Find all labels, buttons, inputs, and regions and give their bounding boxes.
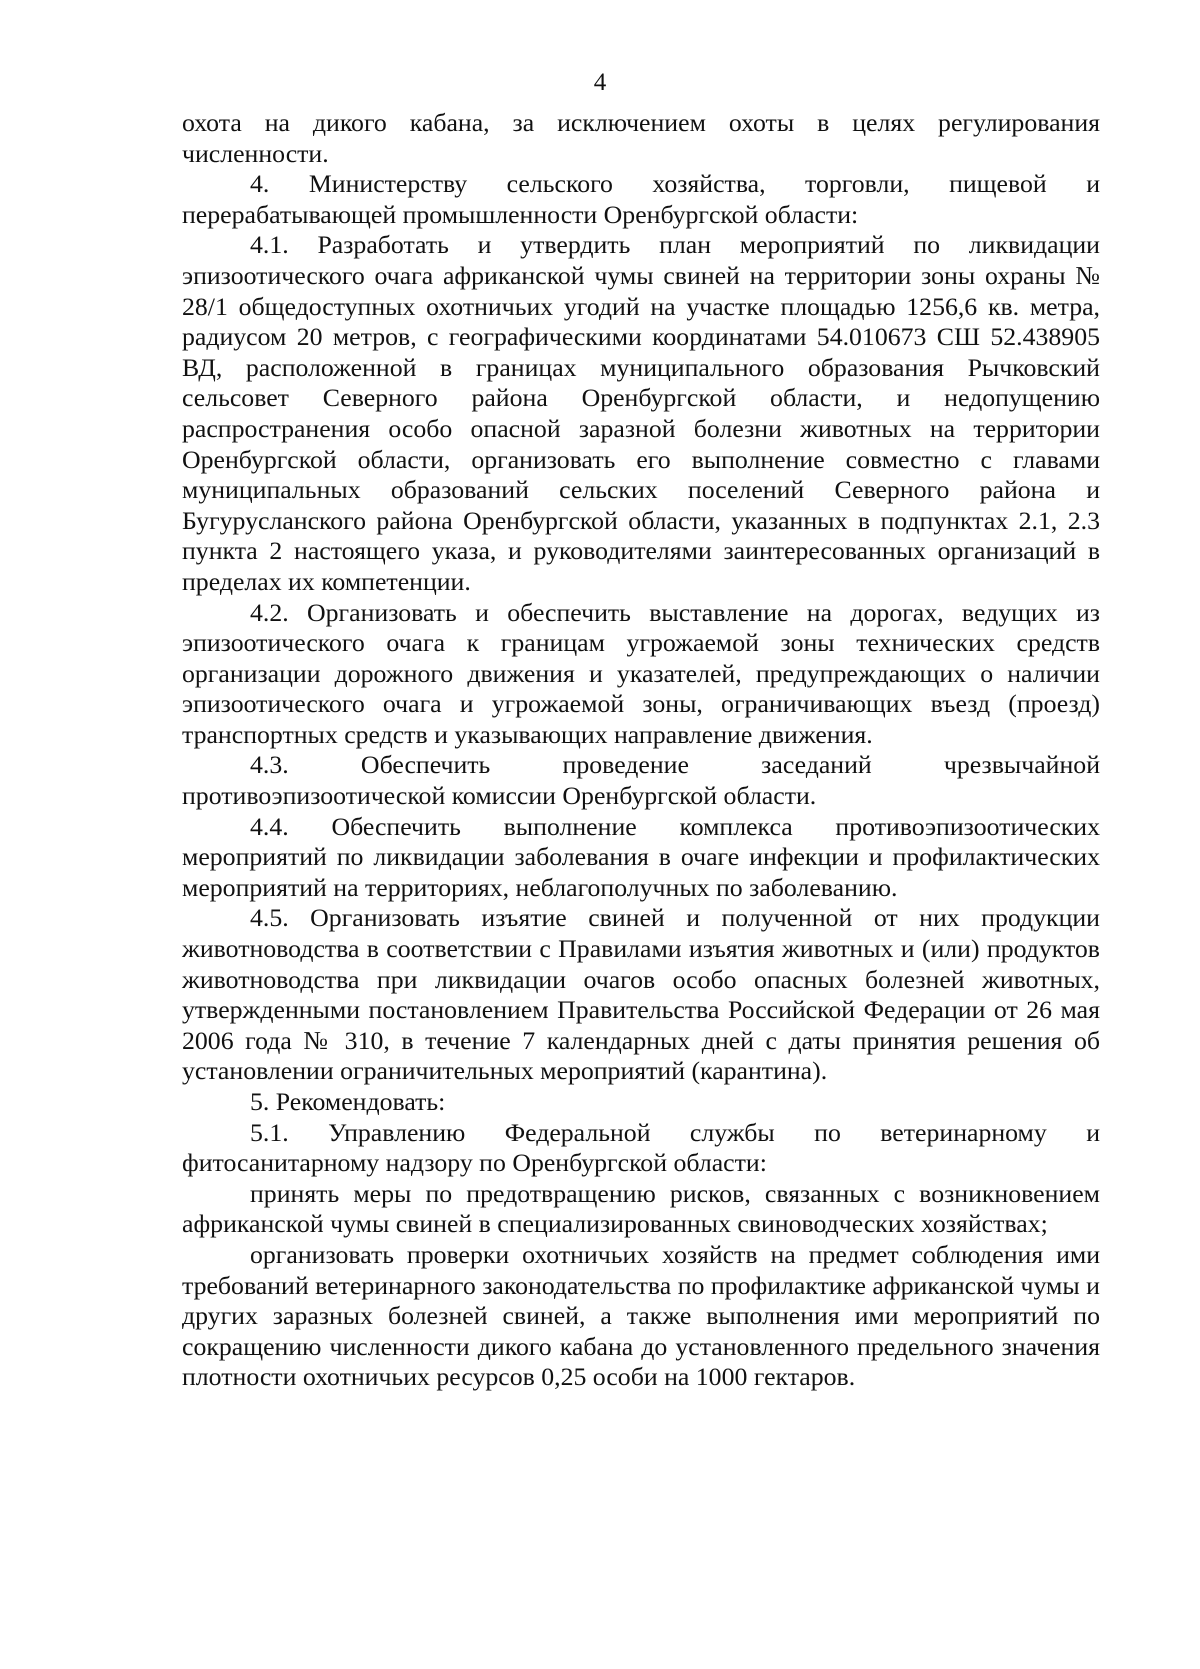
paragraph-continuation: охота на дикого кабана, за исключением охоты в целях регулирования численности. [182,108,1100,168]
paragraph-subitem-risks: принять меры по предотвращению рисков, связанных с возникновением африканской чумы свиней в специализированных свиноводческих хозяйствах; [182,1178,1100,1239]
paragraph-subitem-inspections: организовать проверки охотничьих хозяйств на предмет соблюдения ими требований ветеринарного законодательства по профилактике африканской чумы и других заразных болезней свиней, а также выполнения ими мероприятий по сокращению численности дикого кабана до установленного предельного значения плотности охотничьих ресурсов 0,25 особи на 1000 гектаров. [182,1239,1100,1392]
paragraph-item-4: 4. Министерству сельского хозяйства, торговли, пищевой и перерабатывающей промышленности Оренбургской области: [182,169,1100,229]
paragraph-item-4-1: 4.1. Разработать и утвердить план мероприятий по ликвидации эпизоотического очага африканской чумы свиней на территории зоны охраны № 28/1 общедоступных охотничьих угодий на участке площадью 1256,6 кв. метра, радиусом 20 метров, с географическими координатами 54.010673 СШ 52.438905 ВД, расположенной в границах муниципального образования Рычковский сельсовет Северного района Оренбургской области, и недопущению распространения особо опасной заразной болезни животных на территории Оренбургской области, организовать его выполнение совместно с главами муниципальных образований сельских поселений Северного района и Бугурусланского района Оренбургской области, указанных в подпунктах 2.1, 2.3 пункта 2 настоящего указа, и руководителями заинтересованных организаций в пределах их компетенции. [182,230,1100,596]
paragraph-item-4-2: 4.2. Организовать и обеспечить выставление на дорогах, ведущих из эпизоотического очага к границам угрожаемой зоны технических средств организации дорожного движения и указателей, предупреждающих о наличии эпизоотического очага и угрожаемой зоны, ограничивающих въезд (проезд) транспортных средств и указывающих направление движения. [182,597,1100,749]
paragraph-item-5-1: 5.1. Управлению Федеральной службы по ветеринарному и фитосанитарному надзору по Оренбургской области: [182,1117,1100,1178]
paragraph-item-4-5: 4.5. Организовать изъятие свиней и полученной от них продукции животноводства в соответствии с Правилами изъятия животных и (или) продуктов животноводства при ликвидации очагов особо опасных болезней животных, утвержденными постановлением Правительства Российской Федерации от 26 мая 2006 года № 310, в течение 7 календарных дней с даты принятия решения об установлении ограничительных мероприятий (карантина). [182,903,1100,1086]
paragraph-item-5: 5. Рекомендовать: [250,1087,446,1116]
document-body [182,108,1100,1393]
paragraph-item-4-3: 4.3. Обеспечить проведение заседаний чрезвычайной противоэпизоотической комиссии Оренбургской области. [182,750,1100,811]
paragraph-item-4-4: 4.4. Обеспечить выполнение комплекса противоэпизоотических мероприятий по ликвидации заболевания в очаге инфекции и профилактических мероприятий на территориях, неблагополучных по заболеванию. [182,811,1100,902]
page-number: 4 [593,69,607,96]
